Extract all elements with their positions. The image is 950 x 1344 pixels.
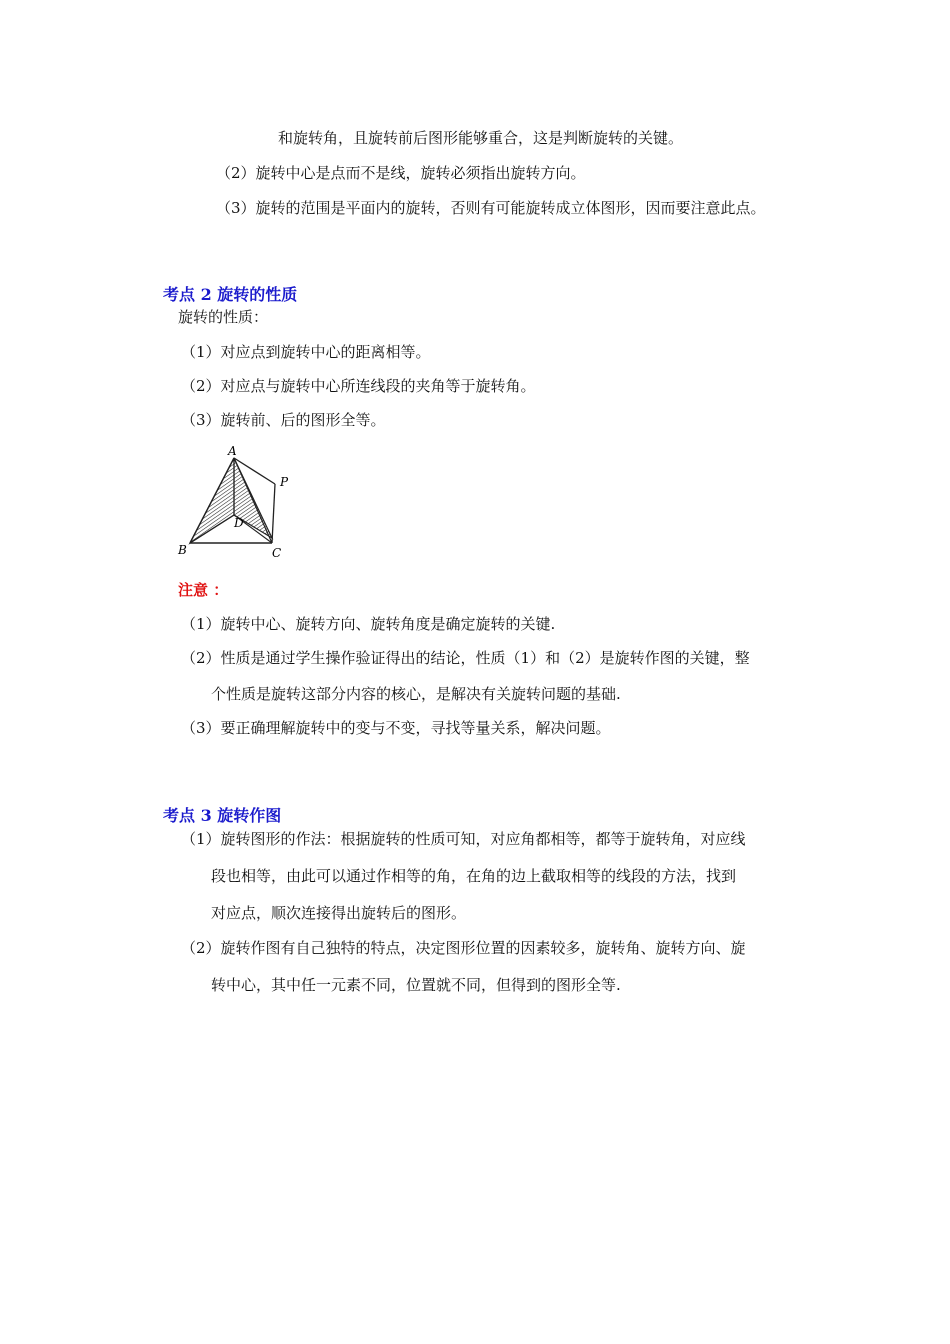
section-heading: 考点 3 旋转作图 [163, 806, 282, 825]
paragraph-line: 对应点，顺次连接得出旋转后的图形。 [211, 904, 467, 922]
section-heading: 考点 2 旋转的性质 [163, 285, 298, 304]
label-a: A [228, 444, 237, 458]
list-item: （3）旋转的范围是平面内的旋转，否则有可能旋转成立体图形，因而要注意此点。 [216, 199, 766, 217]
label-d: D [234, 516, 244, 530]
note-item: （1）旋转中心、旋转方向、旋转角度是确定旋转的关键. [181, 615, 556, 633]
note-label: 注意 ： [178, 581, 229, 599]
label-c: C [272, 546, 282, 560]
rotation-triangle-figure [176, 442, 306, 564]
list-item: （2）旋转中心是点而不是线，旋转必须指出旋转方向。 [216, 164, 586, 182]
list-item: （3）旋转前、后的图形全等。 [181, 411, 386, 429]
label-b: B [178, 543, 187, 557]
section-intro: 旋转的性质： [178, 308, 269, 326]
list-item: （1）对应点到旋转中心的距离相等。 [181, 343, 431, 361]
label-p: P [280, 475, 289, 489]
note-item-cont: 个性质是旋转这部分内容的核心，是解决有关旋转问题的基础. [211, 685, 621, 703]
paragraph-line: 转中心，其中任一元素不同，位置就不同，但得到的图形全等. [211, 976, 621, 994]
note-item: （3）要正确理解旋转中的变与不变，寻找等量关系，解决问题。 [181, 719, 611, 737]
paragraph-line: 段也相等，由此可以通过作相等的角，在角的边上截取相等的线段的方法，找到 [211, 867, 737, 885]
paragraph-line: （2）旋转作图有自己独特的特点，决定图形位置的因素较多，旋转角、旋转方向、旋 [181, 939, 746, 957]
text-line: 和旋转角，且旋转前后图形能够重合，这是判断旋转的关键。 [278, 129, 684, 147]
segment-pc [272, 484, 275, 543]
paragraph-line: （1）旋转图形的作法：根据旋转的性质可知，对应角都相等，都等于旋转角，对应线 [181, 830, 746, 848]
note-item: （2）性质是通过学生操作验证得出的结论，性质（1）和（2）是旋转作图的关键，整 [181, 649, 750, 667]
list-item: （2）对应点与旋转中心所连线段的夹角等于旋转角。 [181, 377, 536, 395]
